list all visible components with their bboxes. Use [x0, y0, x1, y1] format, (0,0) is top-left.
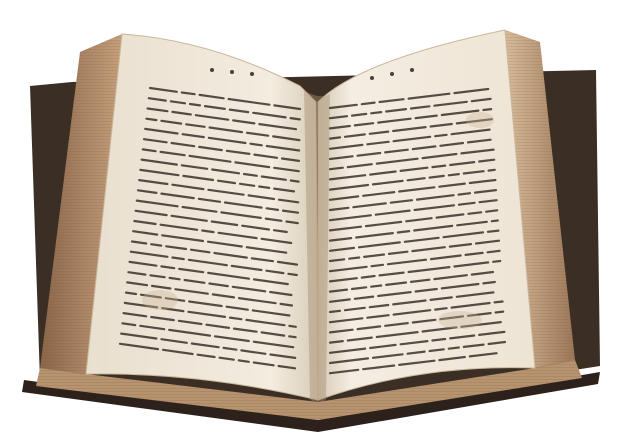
print-line-segment [493, 261, 500, 262]
print-line-segment [330, 341, 343, 343]
print-line-segment [432, 339, 445, 341]
right-page [318, 30, 535, 400]
print-line-segment [289, 326, 295, 327]
print-line-segment [488, 251, 500, 253]
print-line-segment [488, 231, 498, 232]
print-line-segment [486, 210, 497, 211]
print-line-segment [330, 311, 340, 312]
print-line-segment [398, 231, 409, 232]
print-line-segment [289, 336, 295, 337]
print-line-segment [239, 360, 249, 361]
print-line-segment [330, 137, 340, 138]
print-line-segment [259, 187, 269, 188]
print-line-segment [489, 170, 495, 171]
print-line-segment [291, 118, 300, 119]
print-line-segment [483, 109, 491, 110]
print-line-segment [496, 312, 504, 313]
print-line-segment [432, 166, 445, 168]
print-line-segment [170, 278, 180, 279]
print-line-segment [349, 258, 359, 259]
print-line-segment [483, 282, 494, 283]
print-line-segment [330, 168, 343, 170]
print-line-segment [459, 193, 470, 194]
print-line-segment [435, 135, 446, 136]
print-line-segment [495, 302, 503, 303]
print-line-segment [492, 221, 498, 222]
print-line-segment [126, 293, 136, 294]
print-line-segment [288, 274, 296, 275]
print-line-segment [151, 244, 161, 245]
print-line-segment [371, 112, 381, 113]
print-line-segment [449, 348, 459, 349]
print-line-segment [291, 181, 299, 182]
print-line-segment [146, 119, 156, 120]
print-line-segment [468, 212, 481, 214]
print-line-segment [190, 104, 200, 105]
print-line-segment [372, 265, 383, 266]
print-line-segment [449, 174, 459, 175]
print-line-segment [435, 308, 446, 309]
print-line-segment [371, 286, 381, 287]
